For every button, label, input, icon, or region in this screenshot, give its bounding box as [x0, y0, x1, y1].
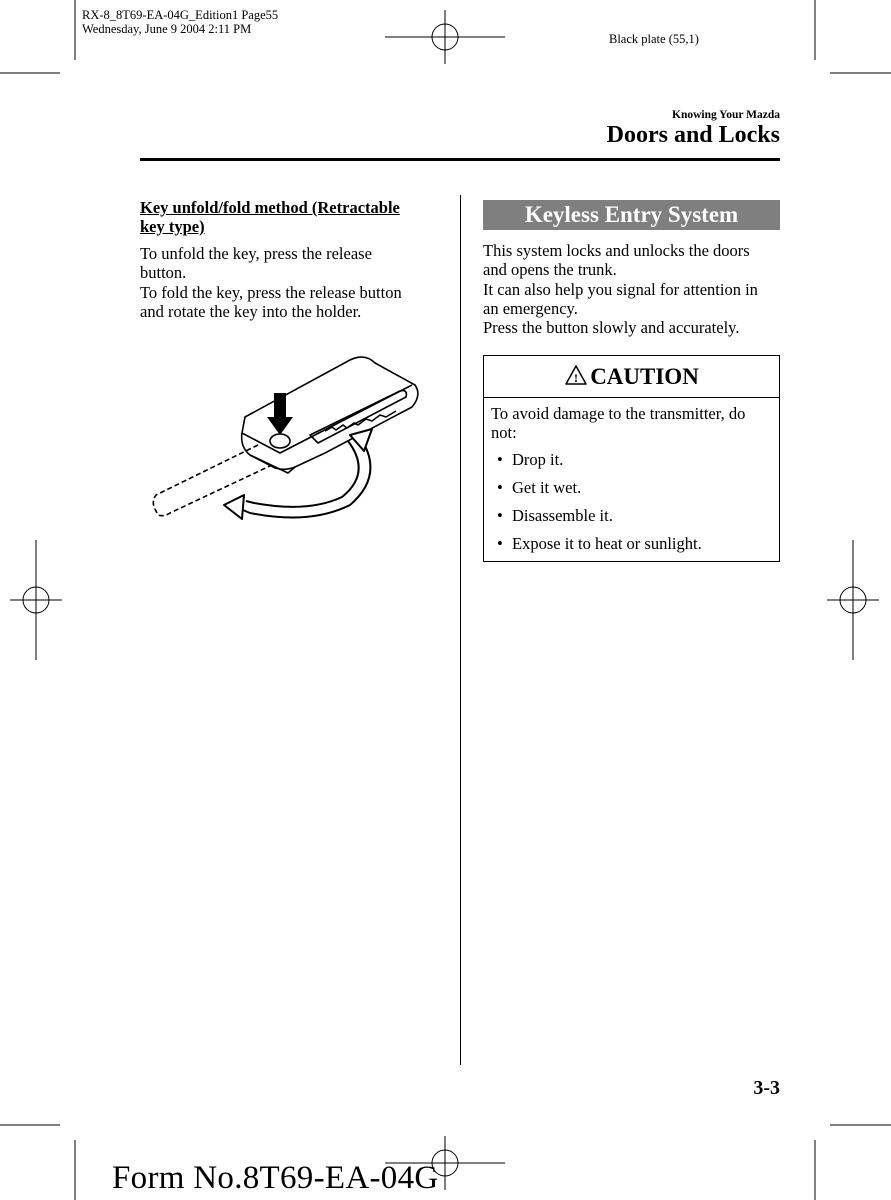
rotation-arrow-head [224, 495, 244, 519]
section-label: Knowing Your Mazda [672, 109, 780, 121]
warning-triangle-icon [564, 364, 588, 386]
caution-intro: To avoid damage to the transmitter, do not: [491, 404, 746, 442]
text-line: This system locks and unlocks the doors [483, 241, 750, 260]
caution-heading [484, 356, 779, 398]
caution-label: CAUTION [590, 364, 699, 389]
text-line: To fold the key, press the release button [140, 282, 402, 302]
unfolded-key-outline [153, 445, 272, 516]
black-plate-label: Black plate (55,1) [609, 32, 699, 46]
header-rule [140, 158, 780, 161]
text-line: and rotate the key into the holder. [140, 301, 362, 321]
key-fold-subheading: Key unfold/fold method (Retractable key type) [140, 198, 400, 236]
bullet: • [497, 478, 503, 497]
key-fob-lower-edge [250, 455, 295, 473]
text-line: To unfold the key, press the release [140, 244, 372, 263]
caution-box [483, 355, 780, 562]
text-line: It can also help you signal for attention in [483, 279, 758, 299]
form-number: Form No.8T69-EA-04G [112, 1160, 439, 1196]
press-arrow [267, 393, 293, 435]
warning-glyph: ! [574, 371, 579, 385]
keyless-entry-banner: Keyless Entry System [483, 200, 780, 230]
page-number: 3-3 [753, 1077, 780, 1099]
column-divider [460, 195, 461, 1065]
text-line: button. [140, 263, 187, 283]
caution-content [484, 398, 779, 562]
text-line: and opens the trunk. [483, 260, 617, 280]
caution-list [491, 450, 772, 562]
key-fold-text [140, 244, 440, 321]
list-item: • Disassemble it. [497, 506, 613, 525]
list-item: • Expose it to heat or sunlight. [497, 534, 702, 553]
bullet: • [497, 534, 503, 553]
print-date-line: Wednesday, June 9 2004 2:11 PM [82, 22, 252, 36]
list-item: • Get it wet. [497, 478, 582, 497]
retractable-key-illustration [150, 355, 425, 530]
bullet: • [497, 506, 503, 525]
text-line: Press the button slowly and accurately. [483, 318, 740, 338]
page-title: Doors and Locks [606, 122, 780, 148]
print-job-line: RX-8_8T69-EA-04G_Edition1 Page55 [82, 8, 279, 22]
list-item: • Drop it. [497, 450, 564, 469]
keyless-entry-text [483, 241, 783, 337]
release-button [270, 434, 290, 448]
text-line: an emergency. [483, 298, 578, 318]
rotation-arrow-inner [246, 441, 359, 507]
key-fob-edge [242, 385, 412, 453]
bullet: • [497, 450, 503, 469]
